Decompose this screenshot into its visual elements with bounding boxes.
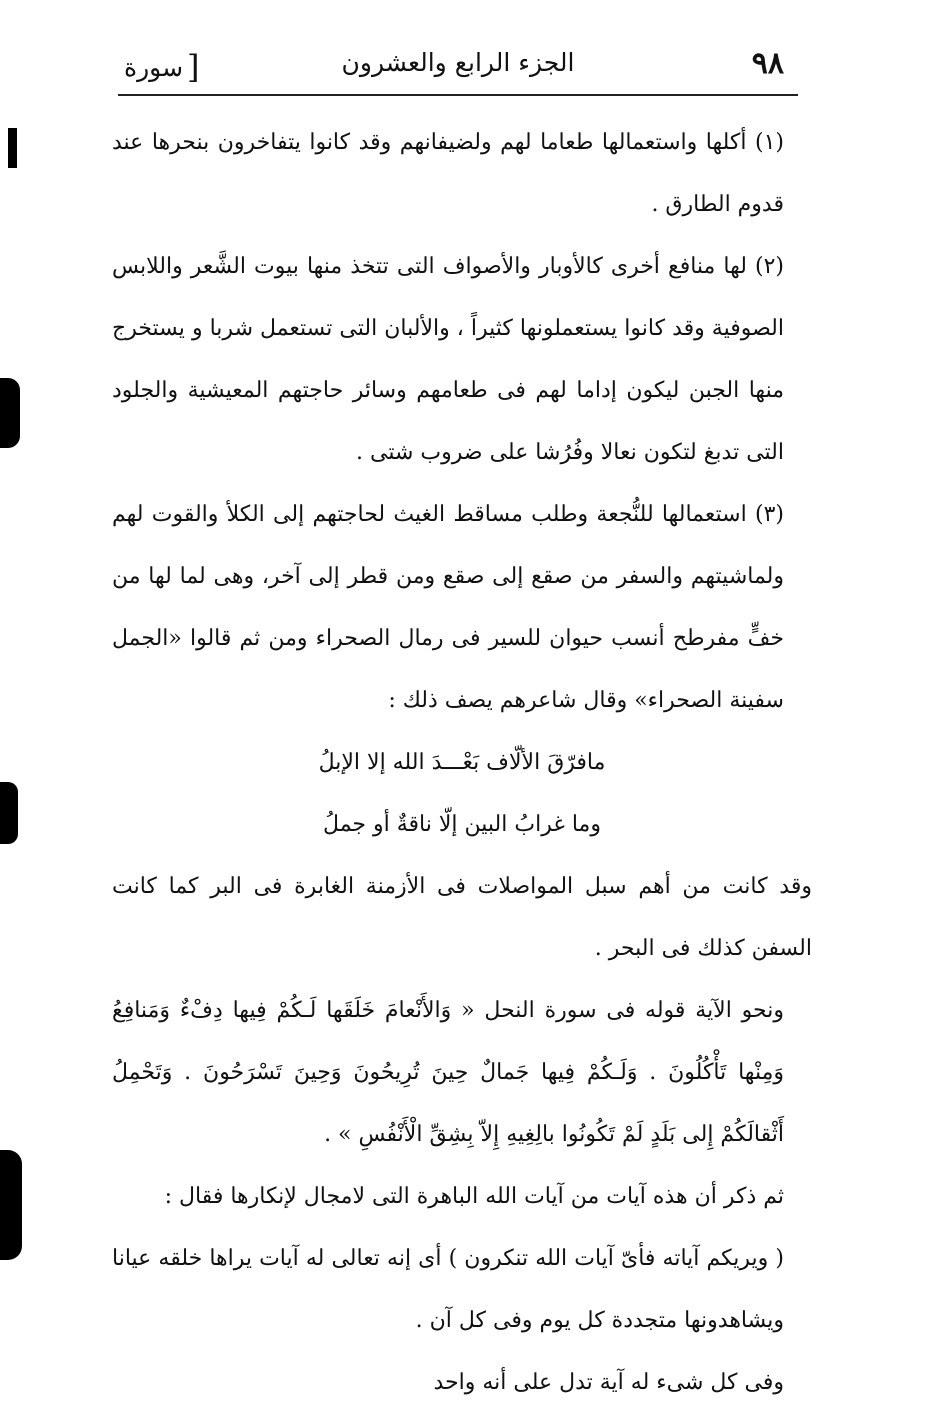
bracket-glyph: ] — [187, 48, 200, 86]
scan-edge-mark — [0, 782, 18, 844]
verse-line-2: وما غرابُ البين إلّا ناقةٌ أو جملُ — [323, 812, 601, 837]
paragraph-2: (٢) لها منافع أخرى كالأوبار والأصواف التى تتخذ منها بيوت الشَّعر واللابس الصوفية وقد كانوا يستعملونها كثيراً ، والألبان التى تستعمل شربا و يستخرج منها الجبن ليكون إداما لهم فى طعامهم وسائر حاجتهم المعيشية والجلود التى تدبغ لتكون نعالا وفُرُشا على ضروب شتى . — [112, 254, 784, 465]
main-text — [112, 112, 812, 1414]
surah-label: سورة — [124, 53, 184, 82]
page-number: ٩٨ — [751, 46, 784, 81]
running-title: الجزء الرابع والعشرون — [341, 48, 575, 77]
paragraph-3: (٣) استعمالها للنُّجعة وطلب مساقط الغيث لحاجتهم إلى الكلأ والقوت لهم ولماشيتهم والسفر من صقع إلى صقع ومن قطر إلى آخر، وهى لما لها من خفٍّ مفرطح أنسب حيوان للسير فى رمال الصحراء ومن ثم قالوا «الجمل سفينة الصحراء» وقال شاعرهم يصف ذلك : — [112, 502, 784, 713]
paragraph-6: ثم ذكر أن هذه آيات من آيات الله الباهرة التى لامجال لإنكارها فقال : — [164, 1184, 784, 1209]
poem-verse — [112, 732, 812, 856]
paragraph-8: وفى كل شىء له آية تدل على أنه واحد — [433, 1370, 784, 1395]
paragraph-1: (١) أكلها واستعمالها طعاما لهم ولضيفانهم وقد كانوا يتفاخرون بنحرها عند قدوم الطارق . — [112, 130, 784, 217]
scan-edge-mark — [8, 128, 17, 168]
surah-label-wrap — [124, 48, 200, 86]
scan-edge-mark — [0, 1150, 22, 1260]
page-header — [118, 40, 798, 90]
paragraph-4: وقد كانت من أهم سبل المواصلات فى الأزمنة الغابرة فى البر كما كانت السفن كذلك فى البحر . — [112, 874, 812, 961]
verse-line-1: مافرّقَ الألّاف بَعْـــدَ الله إلا الإبلُ — [318, 750, 606, 775]
header-rule — [118, 94, 798, 96]
paragraph-7: ( ويريكم آياته فأىّ آيات الله تنكرون ) أى إنه تعالى له آيات يراها خلقه عيانا ويشاهدونها متجددة كل يوم وفى كل آن . — [112, 1246, 784, 1333]
scan-edge-mark — [0, 378, 20, 448]
paragraph-5: ونحو الآية قوله فى سورة النحل « وَالأَنْعامَ خَلَقَها لَـكُمْ فِيها دِفْءٌ وَمَنافِعُ وَمِنْها تَأْكُلُونَ . وَلَـكُمْ فِيها جَمالٌ حِينَ تُرِيحُونَ وَحِينَ تَسْرَحُونَ . وَتَحْمِلُ أَثْقالَكُمْ إِلى بَلَدٍ لَمْ تَكُونُوا بالِغِيهِ إِلاّ بِشِقِّ الْأَنْفُسِ » . — [112, 998, 784, 1147]
